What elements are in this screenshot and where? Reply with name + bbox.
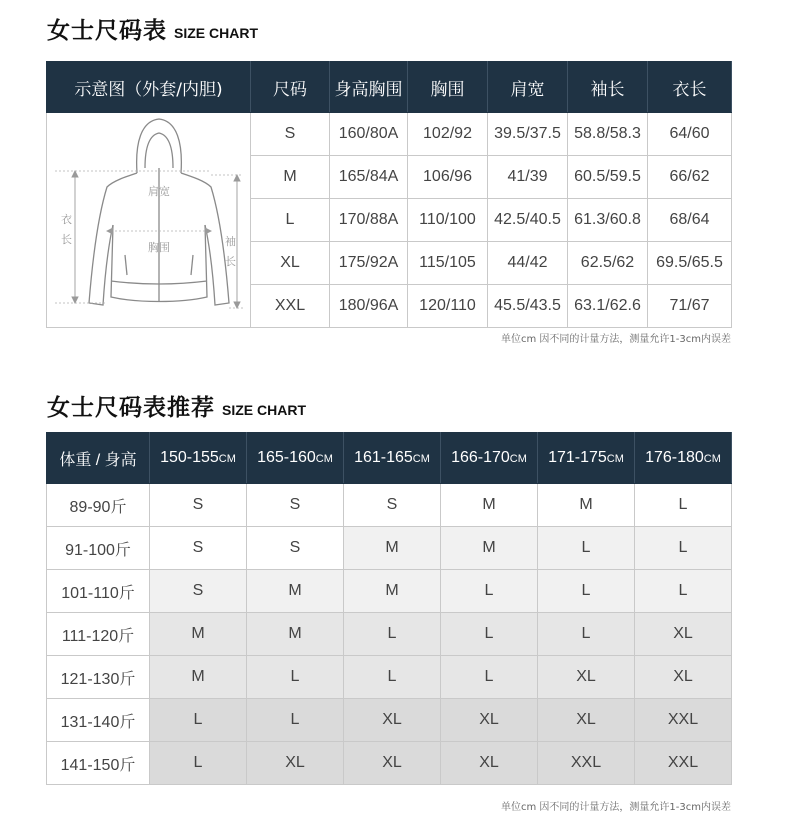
measurement-note: 单位cm 因不同的计量方法，测量允许1-3cm内误差 bbox=[501, 334, 731, 345]
measurement-cell: 45.5/43.5 bbox=[488, 285, 568, 328]
height-unit: CM bbox=[703, 453, 721, 465]
recommended-size-cell: L bbox=[247, 699, 344, 742]
height-range: 171-175 bbox=[548, 449, 607, 466]
weight-cell: 89-90斤 bbox=[47, 484, 150, 527]
measurement-cell: 165/84A bbox=[330, 156, 408, 199]
measurement-cell: 175/92A bbox=[330, 242, 408, 285]
weight-cell: 111-120斤 bbox=[47, 613, 150, 656]
measurement-note: 单位cm 因不同的计量方法，测量允许1-3cm内误差 bbox=[501, 802, 731, 813]
recommended-size-cell: L bbox=[635, 570, 732, 613]
recommended-size-cell: XL bbox=[441, 742, 538, 785]
recommended-size-cell: S bbox=[150, 570, 247, 613]
measurement-cell: 44/42 bbox=[488, 242, 568, 285]
recommended-size-cell: XL bbox=[635, 656, 732, 699]
jacket-illustration bbox=[47, 113, 251, 322]
recommended-size-cell: XXL bbox=[635, 699, 732, 742]
measurement-cell: 69.5/65.5 bbox=[648, 242, 732, 285]
recommended-size-cell: M bbox=[247, 613, 344, 656]
size-cell: S bbox=[251, 113, 330, 156]
table-row bbox=[47, 613, 732, 656]
measurement-cell: 120/110 bbox=[408, 285, 488, 328]
recommended-size-cell: M bbox=[344, 570, 441, 613]
recommended-size-cell: L bbox=[538, 613, 635, 656]
header-length: 衣长 bbox=[648, 62, 732, 113]
measurement-cell: 170/88A bbox=[330, 199, 408, 242]
header-height-range bbox=[247, 433, 344, 484]
recommended-size-cell: XL bbox=[344, 742, 441, 785]
header-height-range bbox=[150, 433, 247, 484]
measurement-cell: 68/64 bbox=[648, 199, 732, 242]
recommended-size-cell: XL bbox=[247, 742, 344, 785]
height-range: 176-180 bbox=[645, 449, 704, 466]
measurement-cell: 180/96A bbox=[330, 285, 408, 328]
table-row bbox=[47, 527, 732, 570]
label-chest: 胸围 bbox=[148, 241, 170, 254]
recommended-size-cell: L bbox=[344, 656, 441, 699]
recommended-size-cell: L bbox=[247, 656, 344, 699]
recommended-size-cell: M bbox=[441, 527, 538, 570]
weight-cell: 91-100斤 bbox=[47, 527, 150, 570]
size-recommendation-table bbox=[46, 432, 732, 785]
table-row bbox=[47, 484, 732, 527]
measurement-cell: 64/60 bbox=[648, 113, 732, 156]
size-cell: L bbox=[251, 199, 330, 242]
recommended-size-cell: L bbox=[635, 484, 732, 527]
title-en: SIZE CHART bbox=[174, 25, 258, 41]
label-shoulder: 肩宽 bbox=[148, 185, 170, 198]
table-header-row bbox=[47, 62, 732, 113]
recommend-chart-title bbox=[47, 389, 306, 422]
recommended-size-cell: XL bbox=[441, 699, 538, 742]
title-cn: 女士尺码表推荐 bbox=[47, 395, 215, 421]
size-cell: XL bbox=[251, 242, 330, 285]
table-row bbox=[47, 742, 732, 785]
height-unit: CM bbox=[606, 453, 624, 465]
recommended-size-cell: L bbox=[635, 527, 732, 570]
size-chart-title bbox=[47, 12, 258, 45]
recommended-size-cell: M bbox=[441, 484, 538, 527]
height-unit: CM bbox=[412, 453, 430, 465]
recommended-size-cell: L bbox=[538, 570, 635, 613]
weight-cell: 101-110斤 bbox=[47, 570, 150, 613]
table-row bbox=[47, 699, 732, 742]
recommended-size-cell: XL bbox=[538, 656, 635, 699]
recommended-size-cell: S bbox=[247, 484, 344, 527]
height-unit: CM bbox=[509, 453, 527, 465]
size-cell: M bbox=[251, 156, 330, 199]
header-sleeve: 袖长 bbox=[568, 62, 648, 113]
header-height-bust: 身高胸围 bbox=[330, 62, 408, 113]
jacket-diagram bbox=[47, 113, 251, 328]
recommended-size-cell: XXL bbox=[635, 742, 732, 785]
recommended-size-cell: M bbox=[538, 484, 635, 527]
measurement-cell: 110/100 bbox=[408, 199, 488, 242]
header-diagram: 示意图（外套/内胆) bbox=[47, 62, 251, 113]
recommended-size-cell: M bbox=[150, 613, 247, 656]
recommended-size-cell: L bbox=[150, 742, 247, 785]
recommended-size-cell: M bbox=[247, 570, 344, 613]
recommended-size-cell: XL bbox=[538, 699, 635, 742]
measurement-cell: 66/62 bbox=[648, 156, 732, 199]
recommended-size-cell: L bbox=[441, 613, 538, 656]
header-size: 尺码 bbox=[251, 62, 330, 113]
size-cell: XXL bbox=[251, 285, 330, 328]
measurement-cell: 160/80A bbox=[330, 113, 408, 156]
title-cn: 女士尺码表 bbox=[47, 18, 167, 44]
height-range: 150-155 bbox=[160, 449, 219, 466]
header-weight-height: 体重 / 身高 bbox=[47, 433, 150, 484]
table-row bbox=[47, 113, 732, 156]
recommended-size-cell: L bbox=[441, 570, 538, 613]
measurement-cell: 60.5/59.5 bbox=[568, 156, 648, 199]
recommended-size-cell: S bbox=[247, 527, 344, 570]
header-height-range bbox=[538, 433, 635, 484]
recommended-size-cell: L bbox=[538, 527, 635, 570]
table-header-row bbox=[47, 433, 732, 484]
height-range: 165-160 bbox=[257, 449, 316, 466]
header-chest: 胸围 bbox=[408, 62, 488, 113]
recommended-size-cell: XL bbox=[635, 613, 732, 656]
measurement-cell: 41/39 bbox=[488, 156, 568, 199]
measurement-cell: 115/105 bbox=[408, 242, 488, 285]
height-range: 166-170 bbox=[451, 449, 510, 466]
recommended-size-cell: L bbox=[150, 699, 247, 742]
measurement-cell: 58.8/58.3 bbox=[568, 113, 648, 156]
measurement-cell: 42.5/40.5 bbox=[488, 199, 568, 242]
title-en: SIZE CHART bbox=[222, 402, 306, 418]
header-shoulder: 肩宽 bbox=[488, 62, 568, 113]
recommended-size-cell: XL bbox=[344, 699, 441, 742]
label-sleeve: 袖长 bbox=[225, 235, 236, 268]
measurement-cell: 106/96 bbox=[408, 156, 488, 199]
measurement-cell: 102/92 bbox=[408, 113, 488, 156]
height-range: 161-165 bbox=[354, 449, 413, 466]
measurement-cell: 61.3/60.8 bbox=[568, 199, 648, 242]
header-height-range bbox=[441, 433, 538, 484]
measurement-cell: 63.1/62.6 bbox=[568, 285, 648, 328]
label-length: 衣长 bbox=[61, 213, 72, 246]
recommended-size-cell: M bbox=[150, 656, 247, 699]
weight-cell: 141-150斤 bbox=[47, 742, 150, 785]
table-row bbox=[47, 656, 732, 699]
table-row bbox=[47, 570, 732, 613]
height-unit: CM bbox=[218, 453, 236, 465]
header-height-range bbox=[344, 433, 441, 484]
weight-cell: 121-130斤 bbox=[47, 656, 150, 699]
measurement-cell: 71/67 bbox=[648, 285, 732, 328]
recommended-size-cell: XXL bbox=[538, 742, 635, 785]
recommended-size-cell: L bbox=[344, 613, 441, 656]
recommended-size-cell: S bbox=[150, 527, 247, 570]
recommended-size-cell: L bbox=[441, 656, 538, 699]
weight-cell: 131-140斤 bbox=[47, 699, 150, 742]
measurement-cell: 39.5/37.5 bbox=[488, 113, 568, 156]
height-unit: CM bbox=[315, 453, 333, 465]
recommended-size-cell: M bbox=[344, 527, 441, 570]
recommended-size-cell: S bbox=[150, 484, 247, 527]
measurement-cell: 62.5/62 bbox=[568, 242, 648, 285]
recommended-size-cell: S bbox=[344, 484, 441, 527]
header-height-range bbox=[635, 433, 732, 484]
size-chart-table bbox=[46, 61, 732, 328]
